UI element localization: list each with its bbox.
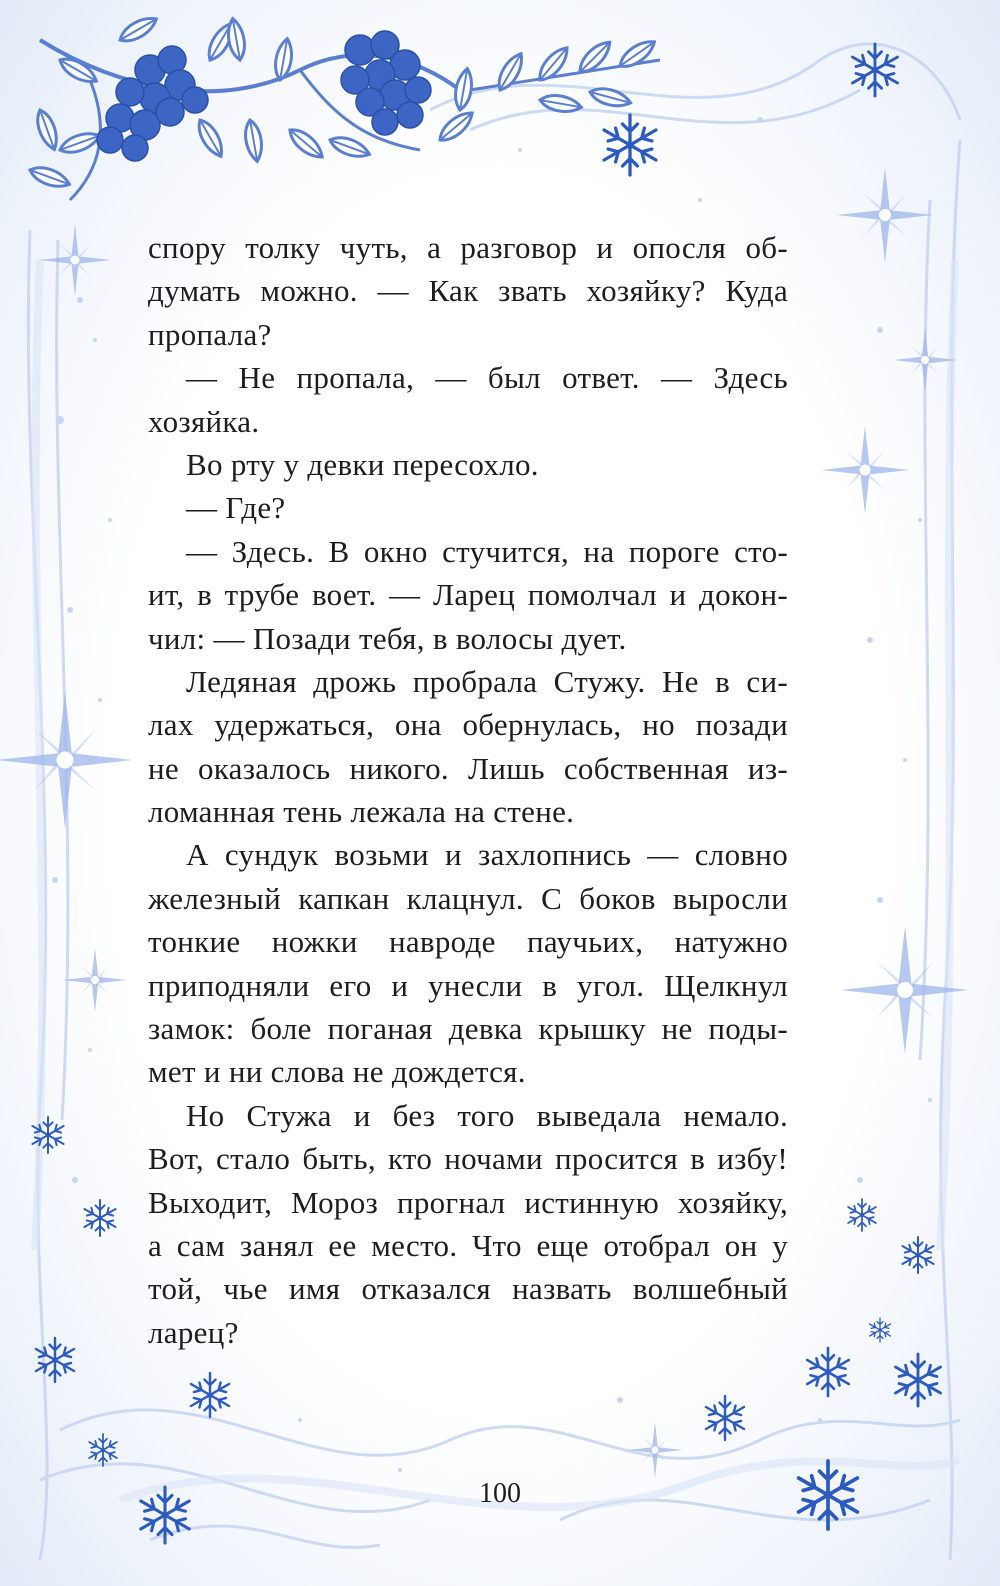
text-line: Выходит, Мороз прогнал истинную хозяйку, (148, 1184, 788, 1220)
page-body-text (148, 226, 788, 1354)
text-line: — Здесь. В окно стучится, на пороге сто- (186, 533, 788, 569)
text-line: железный капкан клацнул. С боков выросли (148, 880, 788, 916)
rowan-berries (97, 31, 431, 161)
text-line: А сундук возьми и захлопнись — словно (186, 837, 788, 873)
text-line: не оказалось никого. Лишь собственная из- (148, 750, 788, 786)
text-line: Во рту у девки пересохло. (186, 446, 539, 482)
text-line: лах удержаться, она обернулась, но позади (148, 707, 788, 743)
text-line: Вот, стало быть, кто ночами просится в избу! (148, 1141, 788, 1177)
text-line: спору толку чуть, а разговор и опосля об- (148, 230, 788, 265)
text-line: мет и ни слова не дождется. (148, 1054, 526, 1090)
text-line: — Не пропала, — был ответ. — Здесь (186, 360, 788, 396)
text-line: приподняли его и унесли в угол. Щелкнул (148, 967, 788, 1003)
page-number: 100 (479, 1478, 521, 1509)
text-line: — Где? (186, 490, 286, 526)
text-line: замок: боле поганая девка крышку не поды- (148, 1011, 788, 1047)
text-line: ларец? (148, 1314, 239, 1350)
text-line: хозяйка. (148, 403, 260, 439)
text-line: Но Стужа и без того выведала немало. (186, 1097, 788, 1133)
text-line: Ледяная дрожь пробрала Стужу. Не в си- (186, 663, 788, 699)
text-line: тонкие ножки навроде паучьих, натужно (148, 924, 788, 960)
text-line: думать можно. — Как звать хозяйку? Куда (148, 273, 788, 309)
text-line: ломанная тень лежала на стене. (148, 794, 575, 830)
text-line: а сам занял ее место. Что еще отобрал он у (148, 1227, 788, 1263)
text-line: чил: — Позади тебя, в волосы дует. (148, 620, 627, 656)
text-line: той, чье имя отказался назвать волшебный (148, 1271, 788, 1307)
text-line: ит, в трубе воет. — Ларец помолчал и докон- (148, 577, 788, 613)
text-line: пропала? (148, 316, 272, 352)
